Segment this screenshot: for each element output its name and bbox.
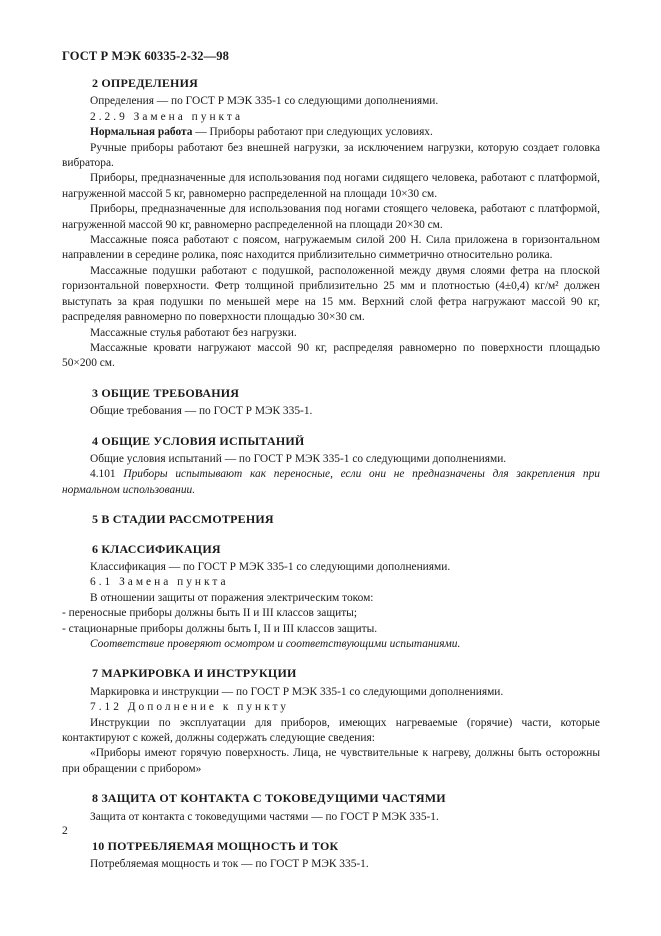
term-normal-operation: Нормальная работа xyxy=(90,126,193,139)
paragraph-handheld: Ручные приборы работают без внешней нагрузки, за исключением нагрузки, которую создает головка вибратора. xyxy=(62,141,600,170)
section-6-intro: Классификация — по ГОСТ Р МЭК 335-1 со следующими дополнениями. xyxy=(90,560,451,573)
term-definition-text: — Приборы работают при следующих условиях. xyxy=(192,126,433,139)
section-8-title: 8 ЗАЩИТА ОТ КОНТАКТА С ТОКОВЕДУЩИМИ ЧАСТЯМИ xyxy=(92,791,446,806)
section-2-title: 2 ОПРЕДЕЛЕНИЯ xyxy=(92,76,198,90)
item-4-101-number: 4.101 xyxy=(90,468,124,481)
item-7-12: 7.12 Дополнение к пункту xyxy=(90,701,289,714)
section-6-title: 6 КЛАССИФИКАЦИЯ xyxy=(92,541,221,556)
section-5-title: 5 В СТАДИИ РАССМОТРЕНИЯ xyxy=(92,512,274,527)
section-6-protection: В отношении защиты от поражения электрическим током: xyxy=(90,591,374,604)
normal-operation-definition xyxy=(62,125,600,140)
paragraph-chairs: Массажные стулья работают без нагрузки. xyxy=(90,326,297,339)
paragraph-belts: Массажные пояса работают с поясом, нагружаемым силой 200 Н. Сила приложена в горизонтальном направлении в середине ролика, пояс находится приблизительно симметрично относительно ролика. xyxy=(62,234,600,262)
list-item-stationary: - стационарные приборы должны быть I, II и III классов защиты. xyxy=(62,622,378,635)
paragraph-cushions: Массажные подушки работают с подушкой, расположенной между двумя слоями фетра на плоской горизонтальной поверхности. Фетр толщиной приблизительно 25 мм и плотностью (4±0,4) кг/м² должен выступать за края подушки по меньшей мере на 15 мм. Верхний слой фетра нагружают массой 90 кг, распределяя равномерно по поверхности площадью 30×30 см. xyxy=(62,264,600,324)
section-10-title: 10 ПОТРЕБЛЯЕМАЯ МОЩНОСТЬ И ТОК xyxy=(92,839,339,854)
section-7-title: 7 МАРКИРОВКА И ИНСТРУКЦИИ xyxy=(92,666,297,681)
item-4-101 xyxy=(62,467,600,498)
section-2-intro: Определения — по ГОСТ Р МЭК 335-1 со следующими дополнениями. xyxy=(90,95,439,108)
section-7-instructions: Инструкции по эксплуатации для приборов, имеющих нагреваемые (горячие) части, которые контактируют с кожей, должны содержать следующие сведения: xyxy=(62,716,600,745)
paragraph-standing: Приборы, предназначенные для использования под ногами стоящего человека, работают с платформой, нагруженной массой 90 кг, равномерно распределенной на площади 20×30 см. xyxy=(62,203,600,231)
document-body xyxy=(62,76,600,873)
section-10-text: Потребляемая мощность и ток — по ГОСТ Р МЭК 335-1. xyxy=(90,858,369,871)
item-6-1: 6.1 Замена пункта xyxy=(90,576,229,589)
item-4-101-text: Приборы испытывают как переносные, если они не предназначены для закрепления при нормальном использовании. xyxy=(62,468,600,496)
paragraph-beds: Массажные кровати нагружают массой 90 кг, распределяя равномерно по поверхности площадью 50×200 см. xyxy=(62,341,600,370)
item-2-2-9: 2.2.9 Замена пункта xyxy=(90,110,244,123)
section-7-intro: Маркировка и инструкции — по ГОСТ Р МЭК 335-1 со следующими дополнениями. xyxy=(90,685,504,698)
section-8-text: Защита от контакта с токоведущими частями — по ГОСТ Р МЭК 335-1. xyxy=(90,810,439,823)
document-header: ГОСТ Р МЭК 60335-2-32—98 xyxy=(62,49,229,63)
section-4-title: 4 ОБЩИЕ УСЛОВИЯ ИСПЫТАНИЙ xyxy=(92,433,305,448)
page-number: 2 xyxy=(62,825,68,837)
list-item-portable: - переносные приборы должны быть II и III классов защиты; xyxy=(62,607,357,620)
section-4-intro: Общие условия испытаний — по ГОСТ Р МЭК 335-1 со следующими дополнениями. xyxy=(90,452,507,465)
section-7-warning: «Приборы имеют горячую поверхность. Лица, не чувствительные к нагреву, должны быть осторожны при обращении с прибором» xyxy=(62,747,600,775)
paragraph-seated: Приборы, предназначенные для использования под ногами сидящего человека, работают с платформой, нагруженной массой 5 кг, равномерно распределенной на площади 10×30 см. xyxy=(62,172,600,200)
section-3-title: 3 ОБЩИЕ ТРЕБОВАНИЯ xyxy=(92,385,240,400)
section-3-text: Общие требования — по ГОСТ Р МЭК 335-1. xyxy=(90,405,313,418)
section-6-compliance: Соответствие проверяют осмотром и соответствующими испытаниями. xyxy=(90,638,461,650)
